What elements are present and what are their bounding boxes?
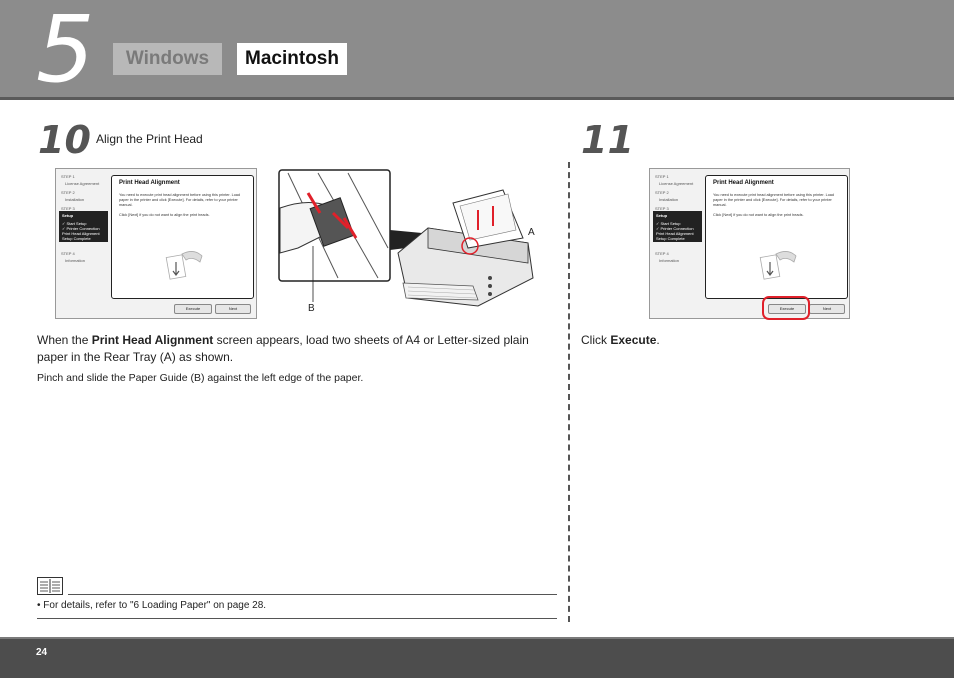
sidebar-start-setup: ✓ Start Setup: [62, 221, 87, 226]
step-10-instruction: [37, 332, 557, 366]
step-10-title: Align the Print Head: [96, 132, 203, 146]
instruction-post: .: [656, 333, 660, 347]
note-text: • For details, refer to "6 Loading Paper" on page 28.: [37, 600, 267, 611]
sidebar-setup: Setup: [656, 213, 668, 218]
sidebar-setup-complete: Setup Complete: [656, 236, 685, 241]
step-11-number: 11: [581, 118, 634, 162]
step-10-sub-instruction: Pinch and slide the Paper Guide (B) against the left edge of the paper.: [37, 372, 364, 384]
sidebar-information: Information: [659, 258, 680, 263]
sidebar-information: Information: [65, 258, 86, 263]
sidebar-active-group: [653, 211, 702, 242]
step-11-instruction: [581, 332, 660, 349]
sidebar-installation: Installation: [65, 197, 85, 202]
printer-illustration: [278, 168, 540, 318]
sidebar-printer-connection: ✓ Printer Connection: [656, 226, 694, 231]
note-rule-top: [68, 594, 557, 595]
sidebar-installation: Installation: [659, 197, 679, 202]
sidebar-license: License Agreement: [659, 181, 694, 186]
sidebar-print-head-alignment: Print Head Alignment: [656, 231, 694, 236]
dialog-text-2: Click [Next] if you do not want to align the print heads.: [119, 213, 210, 217]
dialog-text: [119, 193, 241, 218]
paper-hand-illustration: [754, 244, 800, 284]
installer-screenshot-right: [649, 168, 850, 319]
sidebar-step1: STEP 1: [61, 174, 75, 179]
column-divider: [568, 162, 570, 622]
footer-band: [0, 637, 954, 678]
execute-button[interactable]: Execute: [768, 304, 806, 314]
installer-screenshot-left: [55, 168, 257, 319]
sidebar-step2: STEP 2: [61, 190, 75, 195]
paper-hand-illustration: [160, 244, 206, 284]
main-step-number: 5: [36, 0, 95, 103]
step-10-number: 10: [38, 118, 91, 162]
sidebar-start-setup: ✓ Start Setup: [656, 221, 681, 226]
execute-highlight-ring: [762, 296, 810, 320]
installer-sidebar: [56, 169, 108, 318]
instruction-pre: Click: [581, 333, 611, 347]
dialog-panel: [705, 175, 848, 299]
tab-windows[interactable]: Windows: [113, 43, 222, 75]
sidebar-printer-connection: ✓ Printer Connection: [62, 226, 100, 231]
instruction-post: screen appears, load two sheets of A4 or Letter-sized plain paper in the Rear Tray (A) as shown.: [37, 333, 529, 364]
instruction-bold: Execute: [610, 333, 657, 347]
sidebar-setup-complete: Setup Complete: [62, 236, 91, 241]
page-number: 24: [36, 647, 48, 658]
installer-sidebar: [650, 169, 702, 318]
callout-a: A: [528, 227, 535, 238]
sidebar-step3: STEP 3: [61, 206, 75, 211]
header-band: [0, 0, 954, 103]
sidebar-step1: STEP 1: [655, 174, 669, 179]
next-button[interactable]: Next: [809, 304, 845, 314]
sidebar-step4: STEP 4: [655, 251, 669, 256]
sidebar-print-head-alignment: Print Head Alignment: [62, 231, 100, 236]
dialog-text-2: Click [Next] if you do not want to align the print heads.: [713, 213, 804, 217]
dialog-text: [713, 193, 835, 218]
dialog-title: Print Head Alignment: [713, 180, 774, 186]
sidebar-step4: STEP 4: [61, 251, 75, 256]
dialog-text-1: You need to execute print head alignment before using this printer. Load paper in the printer and click [Execute]. For details, refer to your printer manual.: [713, 193, 835, 207]
instruction-bold: Print Head Alignment: [91, 333, 214, 347]
book-note-icon: [37, 577, 63, 595]
dialog-panel: [111, 175, 254, 299]
sidebar-step3: STEP 3: [655, 206, 669, 211]
instruction-pre: When the: [37, 333, 92, 347]
dialog-title: Print Head Alignment: [119, 180, 180, 186]
sidebar-step2: STEP 2: [655, 190, 669, 195]
sidebar-active-group: [59, 211, 108, 242]
dialog-text-1: You need to execute print head alignment before using this printer. Load paper in the printer and click [Execute]. For details, refer to your printer manual.: [119, 193, 241, 207]
next-button[interactable]: Next: [215, 304, 251, 314]
note-rule-bottom: [37, 618, 557, 619]
sidebar-license: License Agreement: [65, 181, 100, 186]
execute-button[interactable]: Execute: [174, 304, 212, 314]
callout-b: B: [308, 303, 315, 314]
tab-macintosh[interactable]: Macintosh: [237, 43, 347, 75]
sidebar-setup: Setup: [62, 213, 74, 218]
